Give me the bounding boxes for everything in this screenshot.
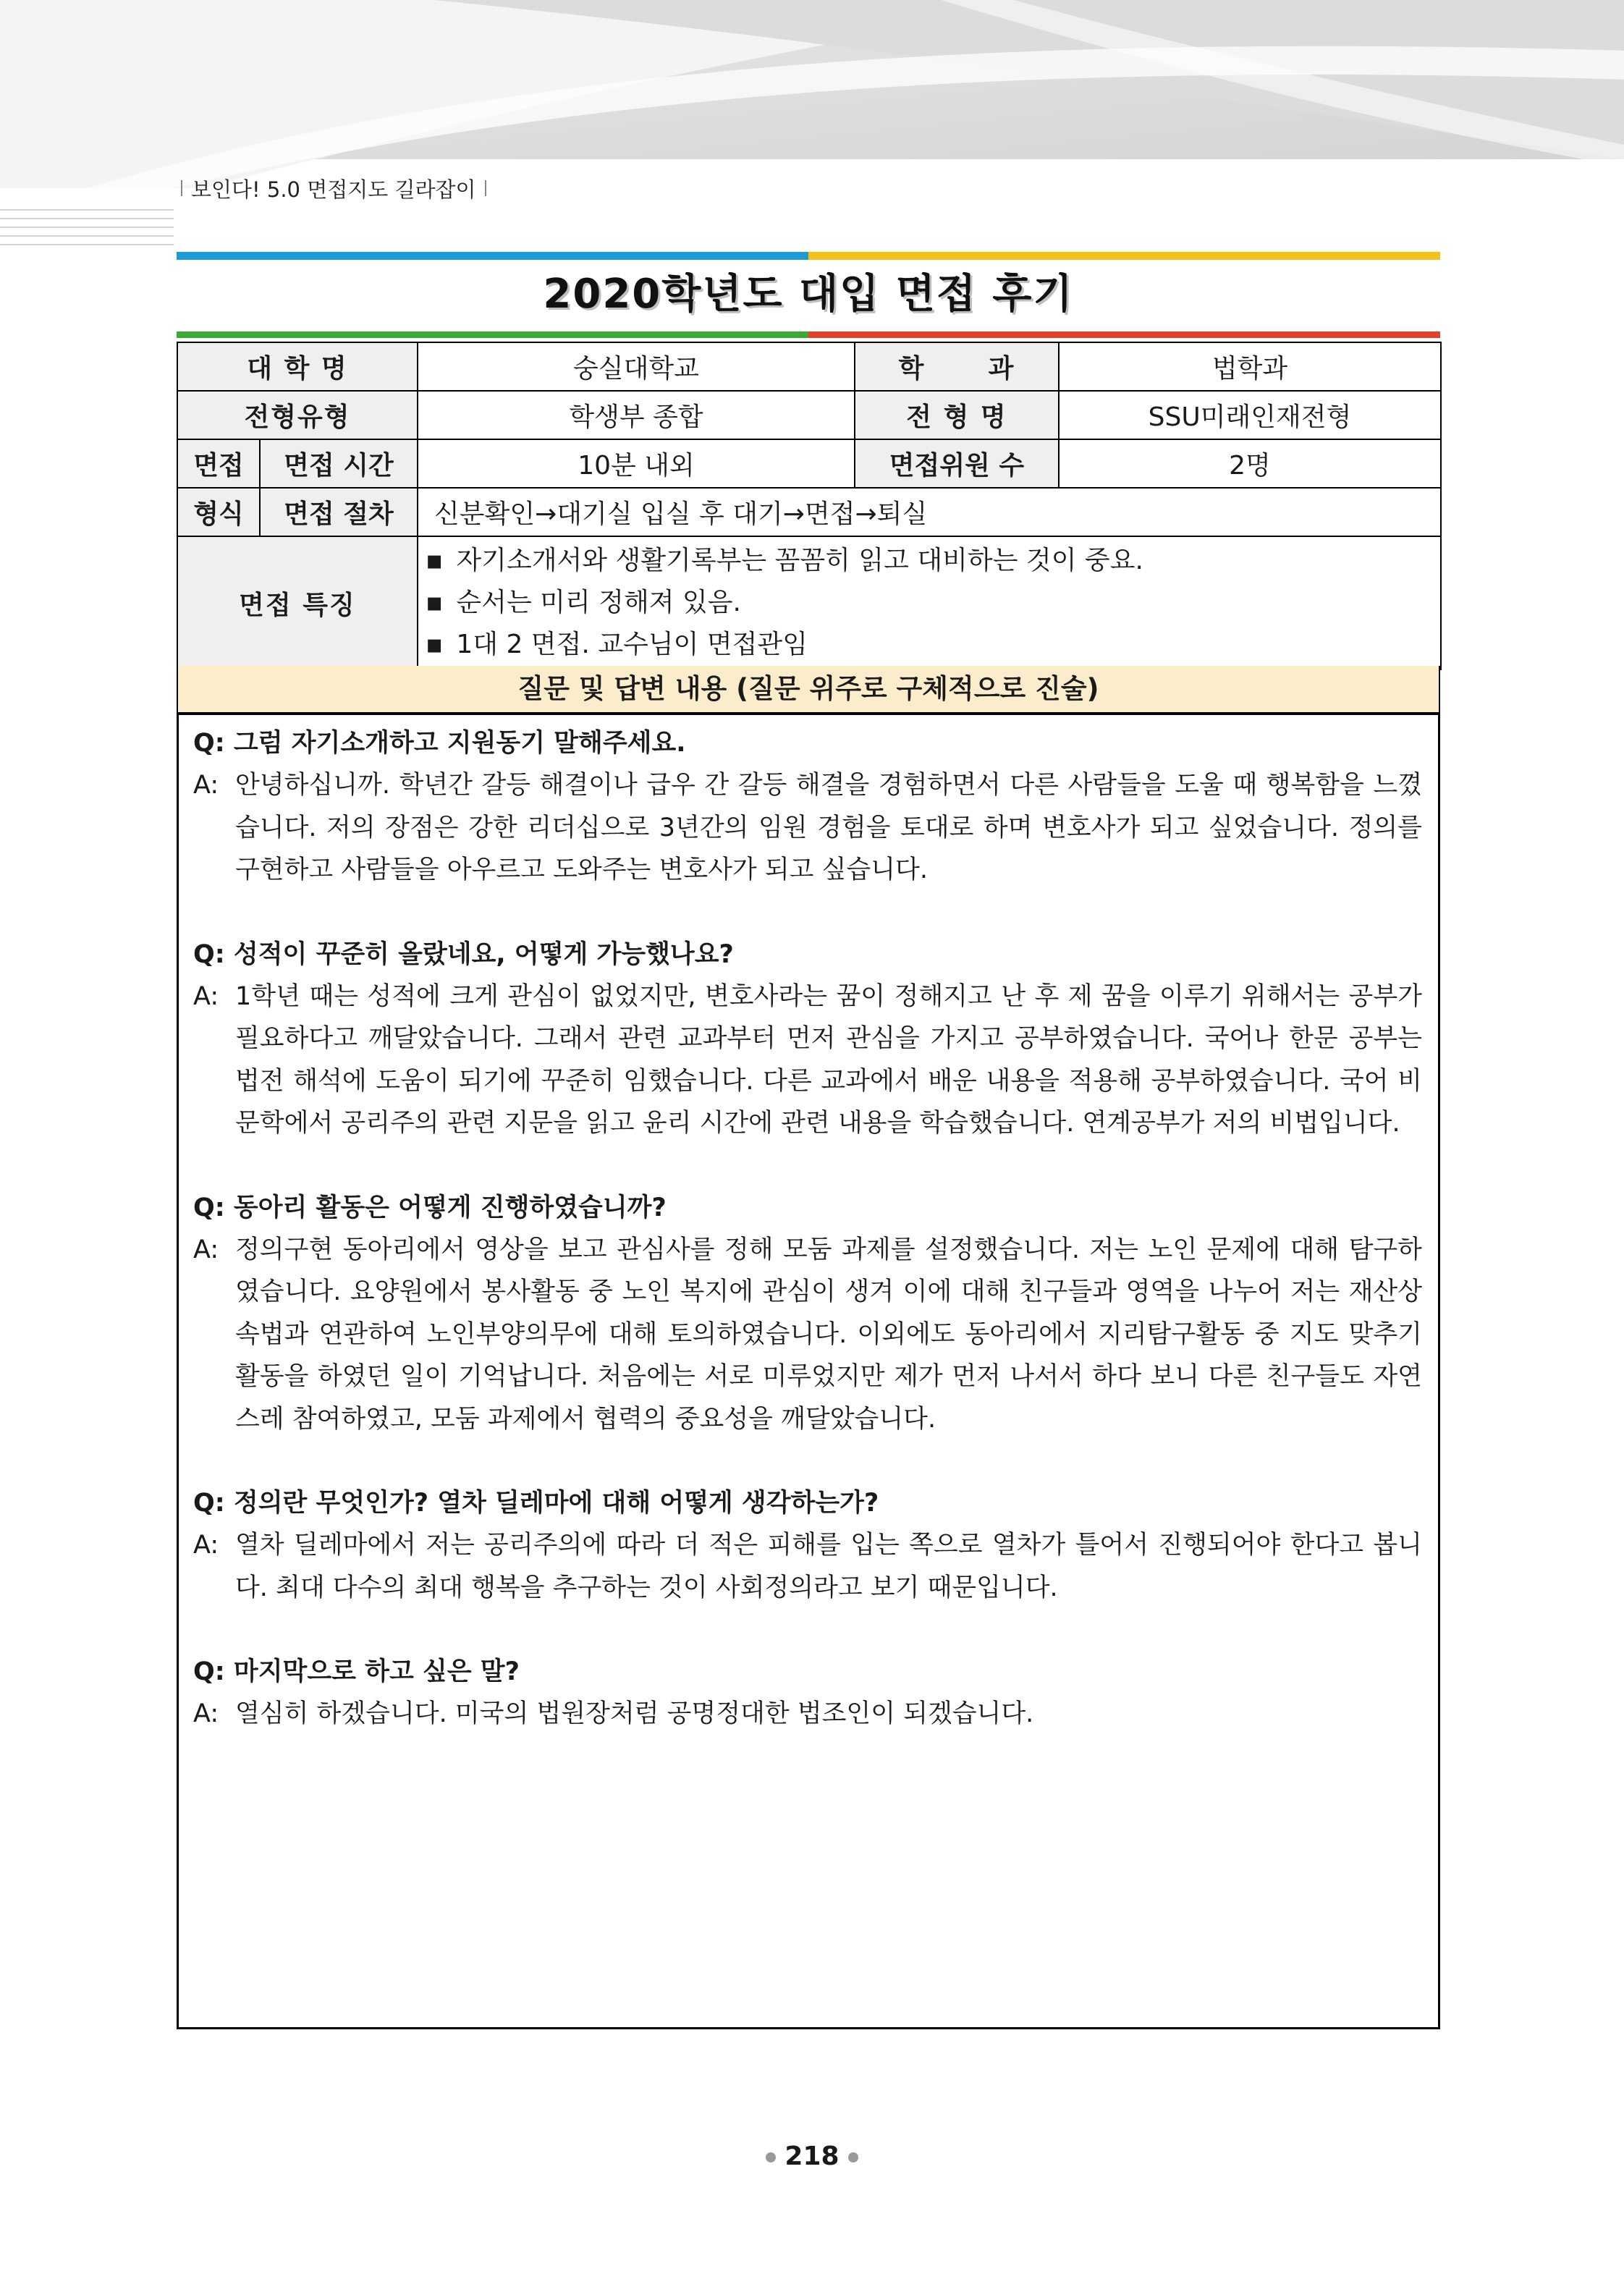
bullet-dot-icon [848, 2152, 858, 2162]
document-title: 2020학년도 대입 면접 후기 [543, 271, 1074, 318]
list-item: ▪ 자기소개서와 생활기록부는 꼼꼼히 읽고 대비하는 것이 중요. [420, 540, 1430, 582]
bullet-dot-icon [766, 2152, 776, 2162]
title-divider [485, 180, 486, 196]
admission-type-label: 전형유형 [177, 391, 418, 439]
university-value: 숭실대학교 [418, 342, 855, 391]
admission-type-value: 학생부 종합 [418, 391, 855, 439]
interviewers-label: 면접위원 수 [855, 439, 1059, 488]
page-number [0, 2135, 1624, 2178]
header-stripes [0, 195, 825, 253]
table-row [177, 439, 1441, 488]
time-label: 면접 시간 [260, 439, 418, 488]
question-1: Q: 그럼 자기소개하고 지원동기 말해주세요. [193, 729, 686, 758]
rule-green [177, 331, 808, 338]
features-label: 면접 특징 [177, 536, 418, 669]
format-label-2: 형식 [177, 488, 260, 536]
table-row [177, 536, 1441, 669]
answer-5 [193, 1693, 1422, 1735]
interviewers-value: 2명 [1059, 439, 1441, 488]
features-cell [418, 536, 1441, 669]
color-rule-top [177, 252, 1440, 260]
qa-section-heading: 질문 및 답변 내용 (질문 위주로 구체적으로 진술) [177, 666, 1440, 714]
interview-info-table [177, 342, 1442, 670]
question-2: Q: 성적이 꾸준히 올랐네요, 어떻게 가능했나요? [193, 939, 734, 969]
admission-name-label: 전 형 명 [855, 391, 1059, 439]
answer-text: 1학년 때는 성적에 크게 관심이 없었지만, 변호사라는 꿈이 정해지고 난 후 제 꿈을 이루기 위해서는 공부가 필요하다고 깨달았습니다. 그래서 관련 교과부터 먼저 관심을 가지고 공부하였습니다. 국어나 한문 공부는 법전 해석에 도움이 되기에 꾸준히 임했습니다. 다른 교과에서 배운 내용을 적용해 공부하였습니다. 국어 비문학에서 공리주의 관련 지문을 읽고 윤리 시간에 관련 내용을 학습했습니다. 연계공부가 저의 비법입니다. [235, 981, 1422, 1138]
features-list [420, 537, 1430, 669]
answer-prefix: A: [193, 1699, 219, 1728]
procedure-label: 면접 절차 [260, 488, 418, 536]
answer-prefix: A: [193, 771, 219, 800]
answer-text: 열심히 하겠습니다. 미국의 법원장처럼 공명정대한 법조인이 되겠습니다. [235, 1699, 1034, 1728]
university-label: 대 학 명 [177, 342, 418, 391]
title-divider [181, 180, 182, 196]
answer-prefix: A: [193, 1531, 219, 1560]
answer-1 [193, 764, 1422, 892]
header-background [0, 0, 1624, 188]
series-title [172, 172, 495, 204]
answer-text: 정의구현 동아리에서 영상을 보고 관심사를 정해 모둠 과제를 설정했습니다. 저는 노인 문제에 대해 탐구하였습니다. 요양원에서 봉사활동 중 노인 복지에 관심이 생겨 이에 대해 친구들과 영역을 나누어 저는 재산상속법과 연관하여 노인부양의무에 대해 토의하였습니다. 이외에도 동아리에서 지리탐구활동 중 지도 맞추기 활동을 하였던 일이 기억납니다. 처음에는 서로 미루었지만 제가 먼저 나서서 하다 보니 다른 친구들도 자연스레 참여하였고, 모둠 과제에서 협력의 중요성을 깨달았습니다. [235, 1235, 1422, 1434]
answer-2 [193, 976, 1422, 1145]
rule-yellow [808, 252, 1440, 260]
page-number-text: 218 [784, 2141, 840, 2171]
series-title-text: 보인다! 5.0 면접지도 길라잡이 [191, 177, 476, 202]
answer-text: 열차 딜레마에서 저는 공리주의에 따라 더 적은 피해를 입는 쪽으로 열차가 틀어서 진행되어야 한다고 봅니다. 최대 다수의 최대 행복을 추구하는 것이 사회정의라고 보기 때문입니다. [235, 1531, 1422, 1602]
question-3: Q: 동아리 활동은 어떻게 진행하였습니까? [193, 1193, 667, 1222]
procedure-value: 신분확인→대기실 입실 후 대기→면접→퇴실 [418, 488, 1441, 536]
qa-content [177, 714, 1440, 2029]
question-4: Q: 정의란 무엇인가? 열차 딜레마에 대해 어떻게 생각하는가? [193, 1489, 879, 1518]
table-row [177, 342, 1441, 391]
time-value: 10분 내외 [418, 439, 855, 488]
question-5: Q: 마지막으로 하고 싶은 말? [193, 1657, 520, 1686]
department-label: 학 과 [855, 342, 1059, 391]
answer-prefix: A: [193, 981, 219, 1011]
admission-name-value: SSU미래인재전형 [1059, 391, 1441, 439]
list-item: ▪ 1대 2 면접. 교수님이 면접관임 [420, 624, 1430, 666]
answer-prefix: A: [193, 1235, 219, 1264]
color-rule-bottom [177, 331, 1440, 338]
list-item: ▪ 순서는 미리 정해져 있음. [420, 582, 1430, 624]
answer-text: 안녕하십니까. 학년간 갈등 해결이나 급우 간 갈등 해결을 경험하면서 다른 사람들을 도울 때 행복함을 느꼈습니다. 저의 장점은 강한 리더십으로 3년간의 임원 경험을 토대로 하며 변호사가 되고 싶었습니다. 정의를 구현하고 사람들을 아우르고 도와주는 변호사가 되고 싶습니다. [235, 771, 1422, 884]
format-label-1: 면접 [177, 439, 260, 488]
rule-blue [177, 252, 808, 260]
rule-red [808, 331, 1440, 338]
department-value: 법학과 [1059, 342, 1441, 391]
table-row [177, 391, 1441, 439]
answer-3 [193, 1229, 1422, 1441]
answer-4 [193, 1524, 1422, 1609]
table-row [177, 488, 1441, 536]
